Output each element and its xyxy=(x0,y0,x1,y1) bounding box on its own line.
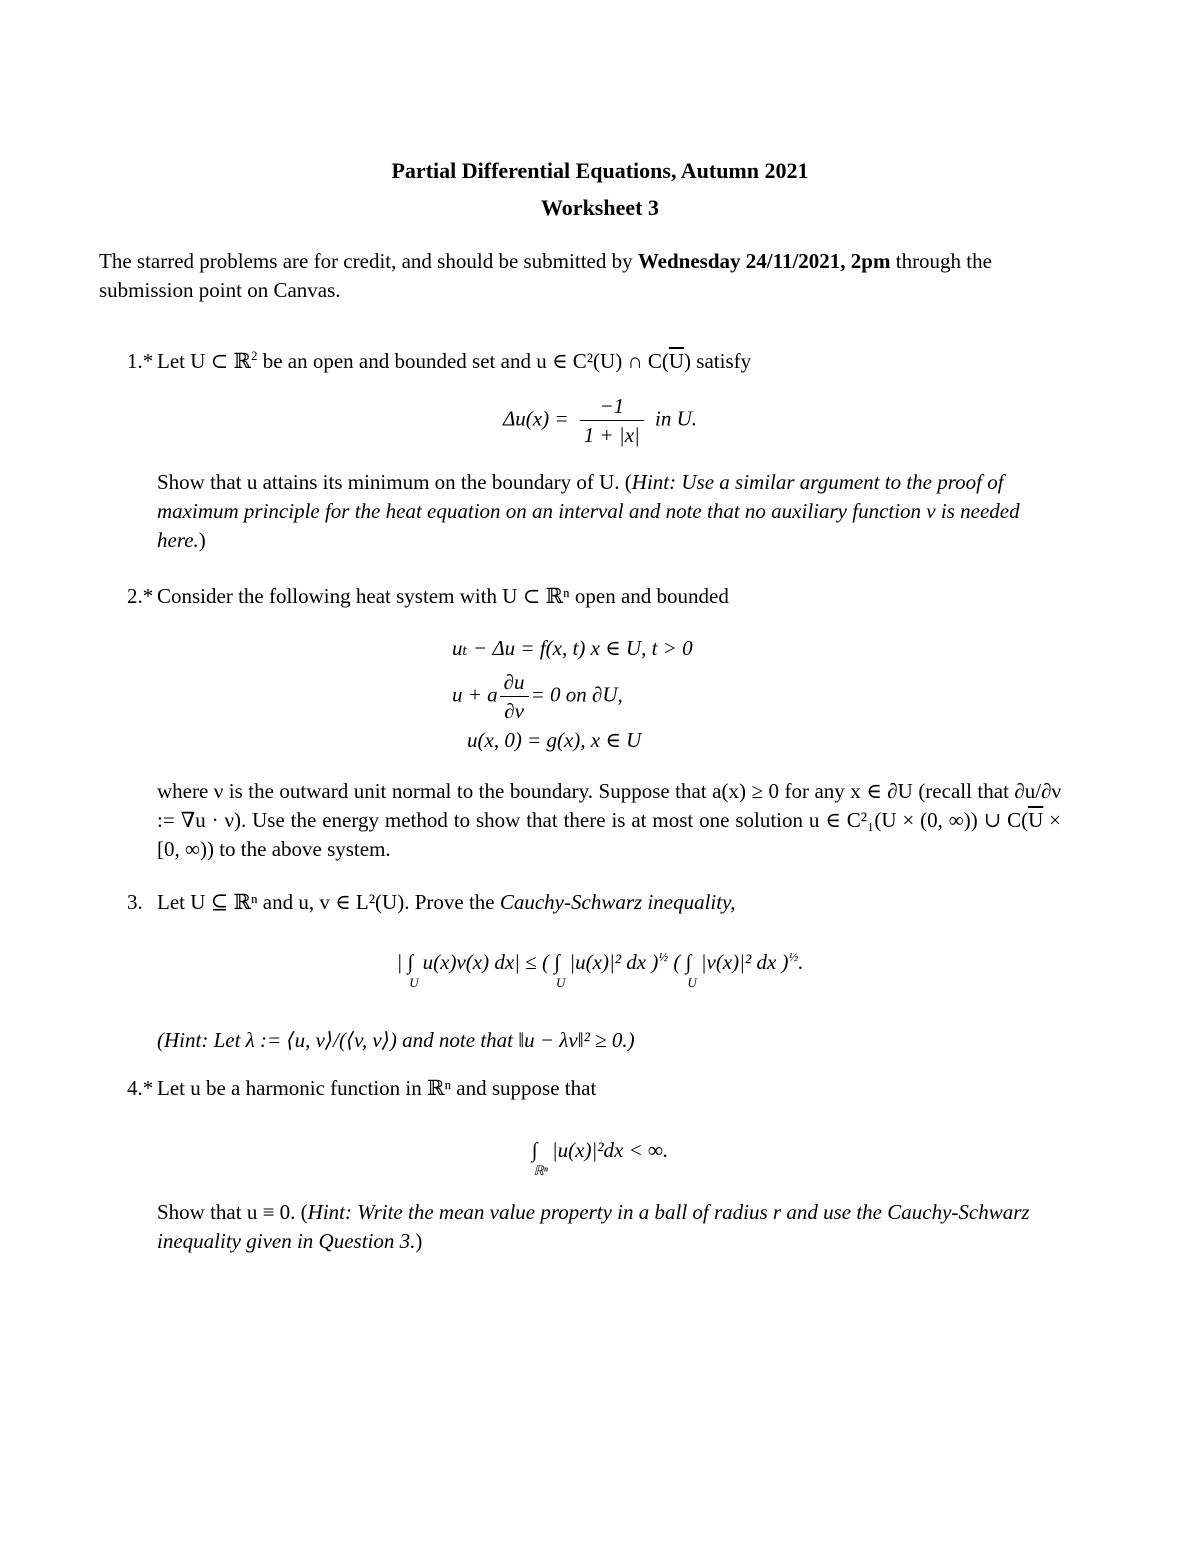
question-3-equation xyxy=(0,948,1200,997)
q2-row2-num: ∂u xyxy=(500,668,529,697)
q2-system-row-1: uₜ − Δu = f(x, t) x ∈ U, t > 0 xyxy=(452,636,693,660)
q3-eq-end: . xyxy=(798,950,804,974)
q1-eq-lhs: Δu(x) = xyxy=(502,406,569,431)
deadline: Wednesday 24/11/2021, 2pm xyxy=(637,249,891,273)
q1-sup: 2 xyxy=(250,348,258,363)
question-3-hint: (Hint: Let λ := ⟨u, v⟩/(⟨v, v⟩) and note that ‖u − λv‖² ≥ 0.) xyxy=(157,1028,635,1052)
q3-text-a: Let U ⊆ ℝⁿ and u, v ∈ L²(U). Prove the xyxy=(157,890,500,914)
q4-int: ∫ xyxy=(531,1138,538,1162)
q1-show: Show that u attains its minimum on the boundary of U. ( xyxy=(157,470,632,494)
question-3-number: 3. xyxy=(127,890,143,914)
document-title: Partial Differential Equations, Autumn 2021 xyxy=(391,158,809,183)
q1-eq-rhs: in U. xyxy=(655,406,698,431)
q3-int-right-body: |v(x)|² dx ) xyxy=(700,950,789,974)
question-1-number: 1.* xyxy=(127,349,154,373)
q4-show: Show that u ≡ 0. ( xyxy=(157,1200,308,1224)
q4-int-body: |u(x)|²dx < ∞. xyxy=(551,1138,669,1162)
q3-int-right: ( ∫ xyxy=(673,950,692,974)
q1-eq-numerator: −1 xyxy=(580,392,644,421)
q3-text-em: Cauchy-Schwarz inequality, xyxy=(499,890,736,914)
q3-int-mid: ( ∫ xyxy=(541,950,560,974)
q1-eq-fraction xyxy=(580,392,644,449)
q2-system-row-2 xyxy=(452,668,623,725)
q2-where: where ν is the outward unit normal to the boundary. Suppose that a(x) ≥ 0 for any x ∈ ∂U (recall that ∂u/∂ν := ∇u · ν). Use the energy method to show that there is at most one solution u ∈ C²₁(U × (0, ∞)) ∪ C( xyxy=(157,779,1061,832)
q2-system-row-3: u(x, 0) = g(x), x ∈ U xyxy=(467,728,642,752)
intro-text-after: through the submission point on Canvas. xyxy=(99,249,992,302)
q4-close: ) xyxy=(415,1229,423,1253)
document-subtitle: Worksheet 3 xyxy=(541,195,659,220)
question-4-equation xyxy=(0,1136,1200,1185)
q3-int-right-sub: U xyxy=(687,975,697,990)
question-4-statement: Let u be a harmonic function in ℝⁿ and suppose that xyxy=(157,1076,597,1100)
question-4-number: 4.* xyxy=(127,1076,154,1100)
q3-exp-2: ½ xyxy=(788,949,799,964)
intro-text-before: The starred problems are for credit, and should be submitted by xyxy=(99,249,638,273)
q4-hint: Hint: Write the mean value property in a ball of radius r and use the Cauchy-Schwarz inequality given in Question 3. xyxy=(157,1200,1030,1253)
q4-int-sub: ℝⁿ xyxy=(533,1163,548,1178)
question-3-statement xyxy=(157,888,1061,917)
q1-text-a: Let U ⊂ ℝ xyxy=(157,349,251,373)
question-2-instruction xyxy=(157,777,1061,864)
q3-int-left: | ∫ xyxy=(396,950,414,974)
q1-text-b: be an open and bounded set and u ∈ C²(U) ∩ C( xyxy=(257,349,669,373)
q2-row2-b: = 0 on ∂U, xyxy=(530,682,623,707)
q2-row2-den: ∂ν xyxy=(504,699,524,723)
q1-eq-denominator: 1 + |x| xyxy=(583,423,640,447)
question-1-equation xyxy=(0,392,1200,449)
q1-close: ) xyxy=(198,528,206,552)
question-1-statement xyxy=(157,347,1061,376)
q3-int-left-sub: U xyxy=(409,975,419,990)
q2-where-end: × [0, ∞)) to the above system. xyxy=(157,808,1061,861)
question-1-instruction xyxy=(157,468,1061,555)
question-4-instruction xyxy=(157,1198,1061,1256)
q2-closure-u: $\overline{U}$ xyxy=(1028,808,1044,832)
intro-paragraph xyxy=(99,247,1061,305)
q2-row2-fraction xyxy=(500,668,529,725)
question-2-statement: Consider the following heat system with U ⊂ ℝⁿ open and bounded xyxy=(157,584,729,608)
q2-row2-a: u + a xyxy=(452,682,498,707)
q3-int-mid-sub: U xyxy=(555,975,566,990)
q3-int-mid-body: |u(x)|² dx ) xyxy=(569,950,659,974)
q1-text-c: ) satisfy xyxy=(684,349,752,373)
question-2-number: 2.* xyxy=(127,584,154,608)
q3-int-left-body: u(x)v(x) dx| ≤ xyxy=(422,950,537,974)
q1-hint: Hint: Use a similar argument to the proof of maximum principle for the heat equation on an interval and note that no auxiliary function v is needed here. xyxy=(157,470,1020,552)
q3-exp-1: ½ xyxy=(658,949,669,964)
q1-closure-u: $\overline{U}$ xyxy=(668,349,685,373)
